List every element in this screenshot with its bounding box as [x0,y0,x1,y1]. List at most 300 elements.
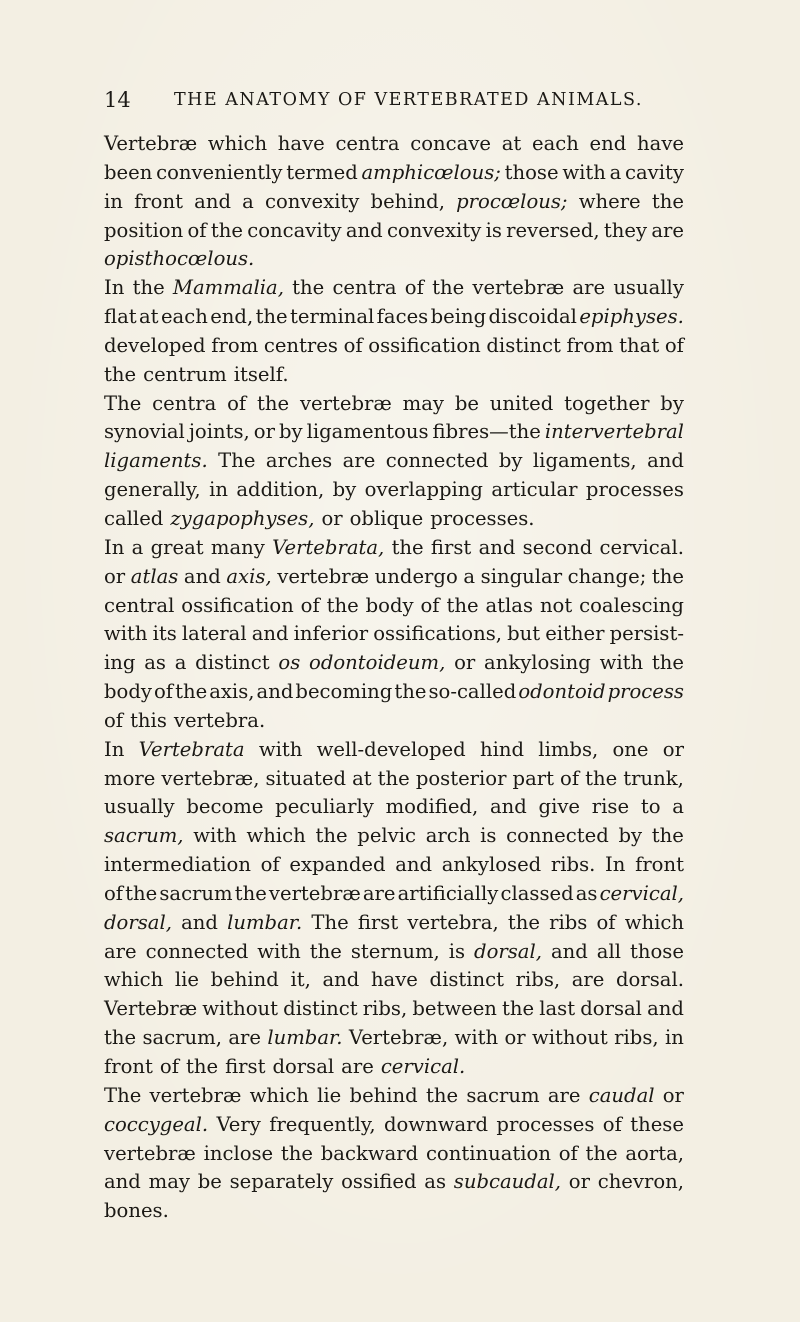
word: and [183,564,221,588]
word: ligaments, [532,449,637,473]
word: with [257,939,301,963]
word: cervical. [380,1055,466,1078]
word: as [144,651,166,675]
word: inclose [203,1141,274,1165]
word: persist- [609,622,684,646]
word: distinct [283,997,358,1021]
word: the [234,881,267,905]
word: Vertebræ [104,997,198,1021]
word: downward [383,1112,489,1136]
word: of [187,218,207,242]
word: itself. [233,362,289,386]
word: have [277,132,325,155]
word: to [640,795,661,819]
word: procœlous; [456,189,568,213]
word: they [603,218,648,242]
word: behind, [370,189,445,213]
word: pelvic [357,824,416,848]
word: processes. [430,506,535,530]
word: in [664,1026,684,1050]
word: connected [385,449,489,473]
word: or [504,1026,526,1050]
text-line [104,707,684,736]
word: by [278,420,303,444]
word: lumbar. [227,910,303,934]
word: of [343,333,363,357]
word: without [202,997,279,1021]
word: end [589,132,627,155]
word: and [251,622,289,646]
word: by [498,449,523,473]
word: or [454,651,476,675]
word: artificially [397,881,499,905]
word: or [321,506,343,530]
word: ossification [368,333,481,357]
word: distinct [429,968,505,992]
word: processes [496,1112,595,1136]
word: and [345,218,383,242]
word: process [607,680,684,704]
word: many [210,535,265,559]
word: chevron, [597,1170,684,1194]
word: or [568,1170,590,1194]
word: usually [104,795,175,819]
word: the [394,680,427,704]
word: lie [174,968,200,992]
word: central [104,593,175,617]
word: a [672,795,684,819]
text-line [104,1053,684,1082]
text-line [104,332,684,361]
word: with [104,622,148,646]
text-line [104,966,684,995]
word: sacrum [159,881,233,905]
word: this [130,708,167,732]
word: limbs, [538,737,599,761]
word: great [150,535,204,559]
word: ossification [181,593,294,617]
word: with [599,651,644,675]
word: atlas [485,593,534,617]
word: ing [104,651,136,675]
word: is [448,939,466,963]
word: lumbar. [267,1026,343,1050]
word: vertebræ [472,276,565,300]
word: dorsal [580,997,642,1021]
word: aorta, [625,1141,684,1165]
word: with [258,737,303,761]
word: caudal [588,1083,655,1107]
word: connected [506,824,609,848]
text-line [104,592,684,621]
word: the [309,939,342,963]
word: vertebræ [299,391,392,415]
word: vertebræ [104,1141,196,1165]
word: dorsal, [104,910,172,934]
text-line [104,736,684,765]
word: end, [210,305,254,329]
word: without [531,1026,608,1050]
word: and [647,997,684,1021]
word: part [512,766,554,790]
word: front [635,853,684,877]
word: or [662,737,684,761]
text-line [104,274,684,303]
word: posterior [415,766,507,790]
word: vertebræ [277,564,370,588]
word: In [104,276,125,300]
word: intervertebral [544,420,684,444]
word: ligaments. [104,449,208,473]
word: ribs [549,910,588,934]
word: intermediation [104,853,251,877]
word: of [227,391,247,415]
word: separately [229,1170,334,1194]
word: expanded [289,853,386,877]
word: fibres—the [432,420,541,444]
word: distinct [195,651,270,675]
word: trunk, [623,766,684,790]
word: sacrum, [142,1026,222,1050]
word: modified, [385,795,479,819]
word: the [185,1055,219,1078]
word: those [504,160,559,184]
word: the [432,276,465,300]
word: that [619,333,660,357]
word: In [104,535,125,559]
word: last [539,997,576,1021]
word: each [531,132,579,155]
word: lie [317,1083,342,1107]
word: those [630,939,684,963]
text-line [104,1082,684,1111]
word: these [630,1112,684,1136]
word: are [362,881,396,905]
page-number: 14 [104,88,131,112]
word: arches [265,449,333,473]
word: undergo [374,564,458,588]
word: the [210,218,243,242]
word: are [572,276,606,300]
word: a [609,160,622,184]
word: usually [613,276,684,300]
word: The [104,1083,142,1107]
word: and [256,680,294,704]
word: in [209,478,228,502]
word: by [332,478,357,502]
word: centrum [143,362,227,386]
word: between [412,997,497,1021]
word: Vertebræ, [348,1026,449,1050]
word: the [255,305,288,329]
word: by [660,391,684,415]
word: Mammalia, [172,276,284,300]
text-line [104,159,684,188]
word: behind [349,1083,418,1107]
text-line [104,620,684,649]
word: sacrum [466,1083,540,1107]
word: first [225,1055,266,1078]
word: peculiarly [275,795,374,819]
word: its [152,622,177,646]
word: the [651,564,684,588]
word: odontoideum, [309,651,446,675]
text-line [104,130,684,159]
word: it, [290,968,311,992]
word: overlapping [364,478,483,502]
word: ankylosed [441,853,542,877]
word: zygapophyses, [170,506,315,530]
word: have [637,132,684,155]
word: the [104,1026,137,1050]
word: the [651,651,684,675]
text-line [104,793,684,822]
word: epiphyses. [579,305,684,329]
word: continuation [425,1141,551,1165]
word: the [585,766,618,790]
word: of [153,680,174,704]
word: of [404,276,424,300]
word: a [131,535,144,559]
word: which [246,824,306,848]
word: with [562,160,606,184]
word: axis, [226,564,272,588]
word: centra [335,132,400,155]
text-line [104,188,684,217]
word: sacrum, [104,824,184,848]
text-line [104,303,684,332]
word: The [104,391,142,415]
word: dorsal. [616,968,684,992]
word: joints, [188,420,250,444]
word: which [624,910,684,934]
word: by [618,824,643,848]
word: called [104,506,164,530]
word: the [425,1083,459,1107]
word: conveniently [156,160,283,184]
word: united [489,391,554,415]
word: the [132,276,165,300]
word: either [545,622,605,646]
word: front [104,1055,153,1078]
word: synovial [104,420,185,444]
word: ribs, [614,1026,659,1050]
text-line [104,678,684,707]
word: flat [104,305,137,329]
word: vertebræ [149,1083,242,1107]
word: the [257,391,290,415]
word: generally, [104,478,201,502]
word: cervical. [599,535,684,559]
word: the [651,189,684,213]
running-head [104,88,690,118]
word: the [585,1141,618,1165]
word: dorsal, [474,939,542,963]
word: position [104,218,184,242]
word: from [211,333,259,357]
word: are [547,1083,581,1107]
word: and [194,189,231,213]
word: In [104,737,125,761]
word: be [454,391,479,415]
word: termed [286,160,358,184]
word: concavity [247,218,342,242]
word: Vertebræ [104,132,198,155]
word: first [430,535,472,559]
word: of [420,593,440,617]
word: convexity [386,218,482,242]
word: a [242,189,254,213]
word: oblique [349,506,424,530]
word: opisthocœlous. [104,247,255,271]
word: centres [263,333,338,357]
text-line [104,822,684,851]
word: ribs, [362,997,408,1021]
word: where [578,189,641,213]
text-line [104,938,684,967]
word: being [430,305,487,329]
word: bones. [104,1199,169,1223]
word: become [186,795,264,819]
word: of [300,593,320,617]
word: each [160,305,208,329]
text-line [104,418,684,447]
word: and [647,449,684,473]
word: which [104,968,164,992]
word: second [522,535,593,559]
text-line [104,534,684,563]
word: classed [500,881,574,905]
word: atlas [130,564,179,588]
word: from [566,333,614,357]
word: or [253,420,275,444]
text-line [104,1024,684,1053]
word: behind [210,968,279,992]
word: so-called [428,680,517,704]
word: a [463,564,476,588]
text-line [104,851,684,880]
word: The [311,910,349,934]
word: connected [145,939,249,963]
word: dorsal [272,1055,335,1078]
word: are [341,1055,374,1078]
word: a [174,651,187,675]
word: or [662,1083,684,1107]
word: ossified [341,1170,417,1194]
text-line [104,1111,684,1140]
word: centra [332,276,397,300]
word: hind [479,737,525,761]
text-line [104,1140,684,1169]
body-text [104,130,684,1226]
word: but [507,622,541,646]
text-line [104,880,684,909]
word: developed [104,333,206,357]
text-line [104,1168,684,1197]
word: ossifications, [373,622,502,646]
word: the [315,824,348,848]
word: at [139,305,159,329]
word: more [104,766,156,790]
word: and [181,910,218,934]
word: and [104,1170,141,1194]
word: the [391,535,424,559]
word: terminal [290,305,375,329]
word: reversed, [506,218,600,242]
word: which [207,132,268,155]
word: Vertebrata, [272,535,385,559]
word: frequently, [269,1112,376,1136]
word: first [357,910,399,934]
text-line [104,649,684,678]
word: the [502,997,535,1021]
word: of [159,1055,179,1078]
word: as [575,881,598,905]
word: not [539,593,573,617]
word: concave [410,132,491,155]
word: are [342,449,376,473]
word: cavity [625,160,684,184]
word: are [228,1026,261,1050]
word: the [377,766,410,790]
word: Very [216,1112,261,1136]
word: of [260,853,280,877]
word: Vertebrata [138,737,245,761]
text-line [104,505,684,534]
word: which [249,1083,309,1107]
word: vertebra. [173,708,266,732]
word: and [478,535,516,559]
text-line [104,765,684,794]
word: backward [320,1141,419,1165]
word: becoming [295,680,393,704]
word: discoidal [488,305,577,329]
word: be [197,1170,222,1194]
word: and [395,853,433,877]
text-line [104,361,684,390]
word: rise [591,795,630,819]
word: and [489,795,527,819]
word: coalescing [579,593,684,617]
word: centra [152,391,217,415]
word: articular [491,478,578,502]
word: convexity [265,189,360,213]
text-line [104,909,684,938]
word: ribs, [515,968,561,992]
word: front [134,189,183,213]
word: together [564,391,650,415]
word: arch [425,824,471,848]
word: well-developed [316,737,466,761]
text-line [104,245,684,274]
word: cervical, [599,881,684,905]
word: of [560,766,580,790]
word: with [193,824,237,848]
word: in [104,189,123,213]
word: of [602,1112,622,1136]
word: os [278,651,301,675]
word: axis, [209,680,255,704]
word: and [322,968,360,992]
word: have [370,968,418,992]
word: ligamentous [306,420,429,444]
word: odontoid [518,680,606,704]
text-line [104,390,684,419]
word: body [365,593,414,617]
word: been [104,160,153,184]
word: one [612,737,649,761]
word: ankylosing [484,651,591,675]
